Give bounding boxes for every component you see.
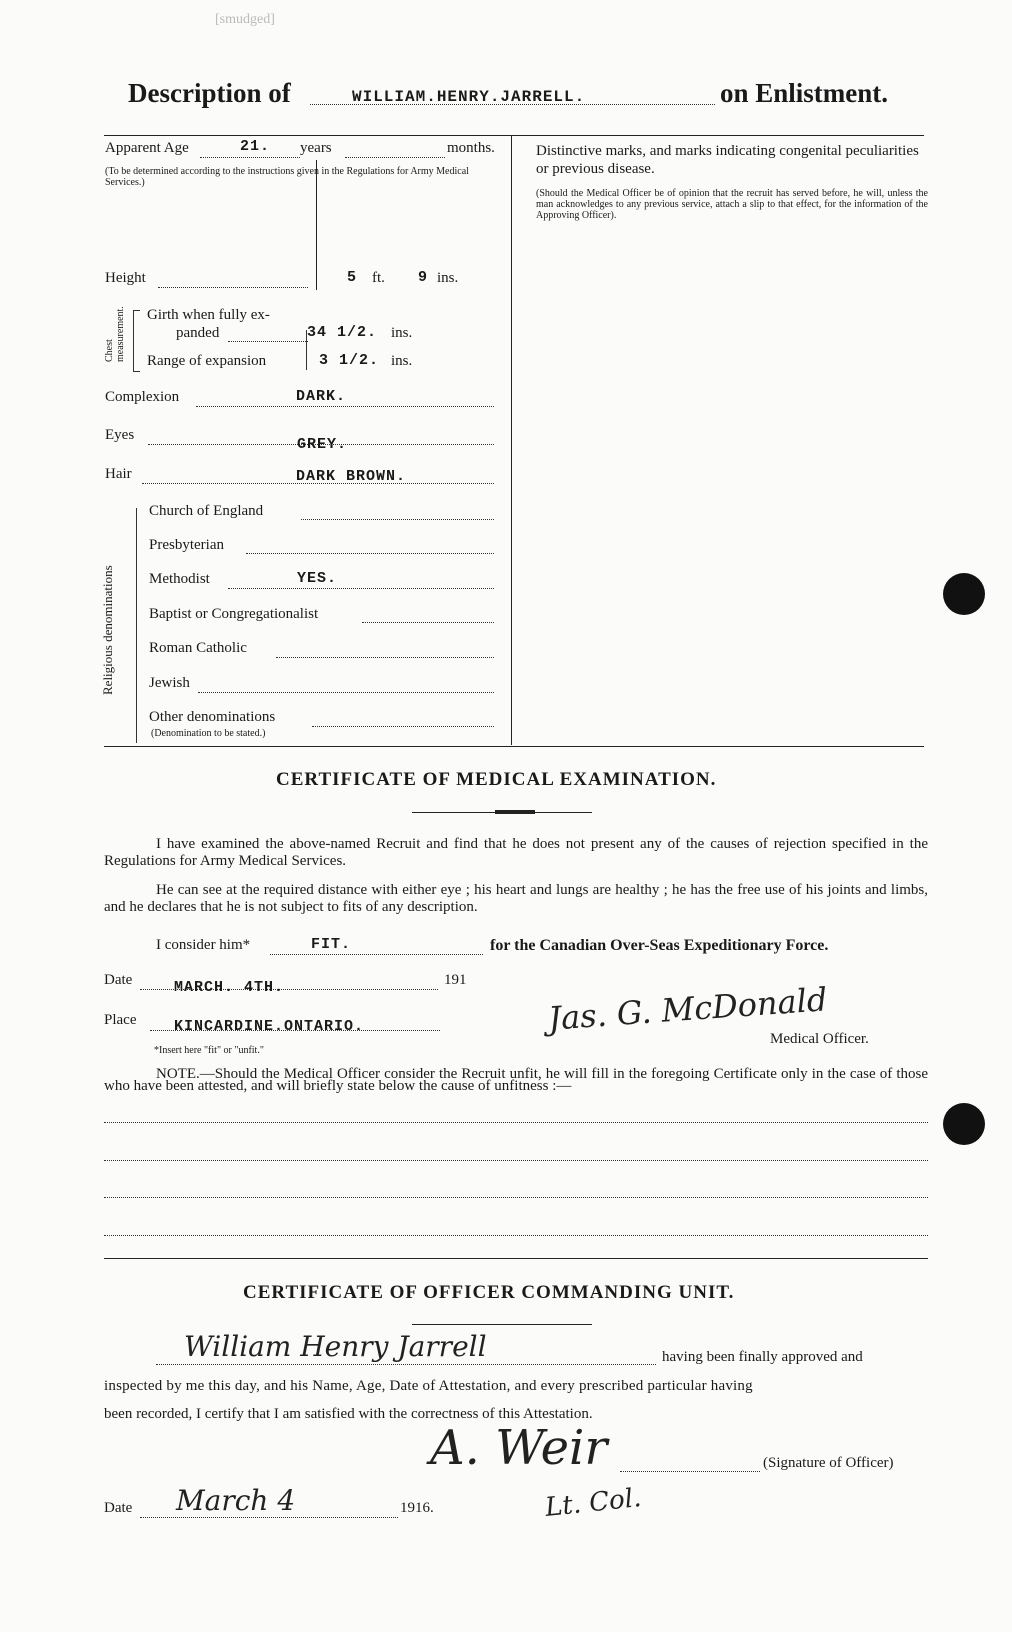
fitness-value: FIT. — [311, 936, 352, 953]
rel-presbyterian: Presbyterian — [149, 537, 224, 553]
commanding-rank: Lt. Col. — [543, 1483, 643, 1523]
medical-heading-rule-mark — [495, 810, 535, 814]
rel-methodist: Methodist — [149, 571, 210, 587]
girth-label-1: Girth when fully ex- — [147, 307, 270, 323]
chest-brace-right — [300, 330, 307, 370]
rel-methodist-value: YES. — [297, 570, 338, 587]
consider-prefix: I consider him* — [156, 937, 251, 953]
medical-place-label: Place — [104, 1012, 137, 1028]
insert-note: *Insert here "fit" or "unfit." — [154, 1045, 264, 1056]
religion-brace — [136, 508, 143, 743]
rel-other-line — [312, 726, 494, 727]
rel-rc-line — [276, 657, 494, 658]
medical-date-value: MARCH. 4TH. — [174, 979, 285, 996]
height-in-value: 9 — [418, 269, 429, 286]
medical-officer-label: Medical Officer. — [770, 1031, 869, 1047]
distinctive-marks-note: (Should the Medical Officer be of opinion that the recruit has served before, he will, unless the man acknowledges to any previous service, attach a slip to that effect, for the information of the Approving Officer). — [536, 188, 928, 221]
hair-value: DARK BROWN. — [296, 468, 407, 485]
distinctive-marks-label: Distinctive marks, and marks indicating congenital peculiarities or previous disease. — [536, 143, 919, 177]
top-rule — [104, 135, 924, 136]
medical-place-value: KINCARDINE.ONTARIO. — [174, 1018, 365, 1035]
rel-baptist: Baptist or Congregationalist — [149, 606, 319, 622]
commanding-date-line — [140, 1517, 398, 1518]
rel-jewish-line — [198, 692, 494, 693]
range-value: 3 1/2. — [319, 352, 380, 369]
unfitness-line-4 — [104, 1235, 928, 1236]
rel-coe-line — [301, 519, 494, 520]
months-label: months. — [447, 140, 495, 156]
eyes-label: Eyes — [105, 427, 135, 443]
age-value: 21. — [240, 138, 271, 155]
girth-value: 34 1/2. — [307, 324, 378, 341]
rel-methodist-line — [228, 588, 494, 589]
chest-label: Chest measurement. — [104, 306, 126, 362]
commanding-date-year: 1916. — [400, 1500, 434, 1516]
unfitness-line-1 — [104, 1122, 928, 1123]
range-label: Range of expansion — [147, 353, 267, 369]
medical-date-year: 191 — [444, 972, 467, 988]
complexion-value: DARK. — [296, 388, 347, 405]
rel-roman-catholic: Roman Catholic — [149, 640, 247, 656]
commanding-text-3: been recorded, I certify that I am satisfied with the correctness of this Attestation. — [104, 1406, 593, 1422]
medical-note: NOTE.—Should the Medical Officer consider the Recruit unfit, he will fill in the foregoing Certificate only in the case of those who have been attested, and will briefly state below the cause of unfitness :— — [104, 1066, 928, 1094]
ft-label: ft. — [372, 270, 385, 286]
commanding-signature-line — [620, 1471, 760, 1472]
consider-line — [270, 954, 483, 955]
commanding-name-line — [156, 1364, 656, 1365]
rel-other-note: (Denomination to be stated.) — [151, 728, 266, 739]
consider-suffix: for the Canadian Over-Seas Expeditionary Force. — [490, 937, 829, 954]
rel-jewish: Jewish — [149, 675, 190, 691]
commanding-heading-rule — [412, 1324, 592, 1325]
religion-label: Religious denominations — [100, 565, 115, 695]
height-ft-value: 5 — [347, 269, 358, 286]
commanding-officer-signature: A. Weir — [430, 1420, 608, 1476]
title-suffix: on Enlistment. — [720, 78, 889, 108]
ins-label: ins. — [437, 270, 459, 286]
height-line — [158, 287, 308, 288]
eyes-value: GREY. — [297, 436, 348, 453]
chest-brace — [133, 310, 140, 372]
commanding-heading: CERTIFICATE OF OFFICER COMMANDING UNIT. — [243, 1282, 735, 1303]
age-note: (To be determined according to the instructions given in the Regulations for Army Medical Services.) — [105, 166, 469, 188]
commanding-date-label: Date — [104, 1500, 133, 1516]
commanding-text-1: having been finally approved and — [662, 1349, 863, 1365]
girth-label-2: panded — [176, 325, 220, 341]
column-divider — [511, 135, 512, 745]
title-prefix: Description of — [128, 78, 291, 108]
commanding-name-hand: William Henry Jarrell — [184, 1330, 487, 1363]
punch-hole-top — [943, 573, 985, 615]
girth-unit: ins. — [391, 325, 413, 341]
girth-line — [228, 341, 308, 342]
rel-church-of-england: Church of England — [149, 503, 264, 519]
rel-presbyterian-line — [246, 553, 494, 554]
medical-para-2: He can see at the required distance with either eye ; his heart and lungs are healthy ; he has the free use of his joints and limbs, and he declares that he is not subject to fits of any description. — [104, 882, 928, 915]
commanding-date-hand: March 4 — [176, 1484, 296, 1517]
age-label: Apparent Age — [105, 140, 189, 156]
punch-hole-bottom — [943, 1103, 985, 1145]
complexion-line — [196, 406, 494, 407]
years-label: years — [300, 140, 332, 156]
recruit-name: WILLIAM.HENRY.JARRELL. — [352, 88, 586, 106]
medical-para-1: I have examined the above-named Recruit and find that he does not present any of the causes of rejection specified in the Regulations for Army Medical Services. — [104, 836, 928, 869]
months-line — [345, 157, 445, 158]
medical-date-label: Date — [104, 972, 133, 988]
unfitness-line-3 — [104, 1197, 928, 1198]
commanding-text-2: inspected by me this day, and his Name, Age, Date of Attestation, and every prescribed particular having — [104, 1378, 753, 1394]
height-label: Height — [105, 270, 146, 286]
faint-header: [smudged] — [215, 12, 275, 27]
hair-label: Hair — [105, 466, 132, 482]
complexion-label: Complexion — [105, 389, 180, 405]
medical-officer-signature: Jas. G. McDonald — [547, 980, 829, 1038]
rel-other: Other denominations — [149, 709, 276, 725]
medical-heading: CERTIFICATE OF MEDICAL EXAMINATION. — [276, 769, 717, 790]
rel-baptist-line — [362, 622, 494, 623]
range-unit: ins. — [391, 353, 413, 369]
commanding-signature-label: (Signature of Officer) — [763, 1455, 894, 1471]
lower-rule — [104, 1258, 928, 1259]
middle-rule — [104, 746, 924, 747]
unfitness-line-2 — [104, 1160, 928, 1161]
age-line — [200, 157, 300, 158]
